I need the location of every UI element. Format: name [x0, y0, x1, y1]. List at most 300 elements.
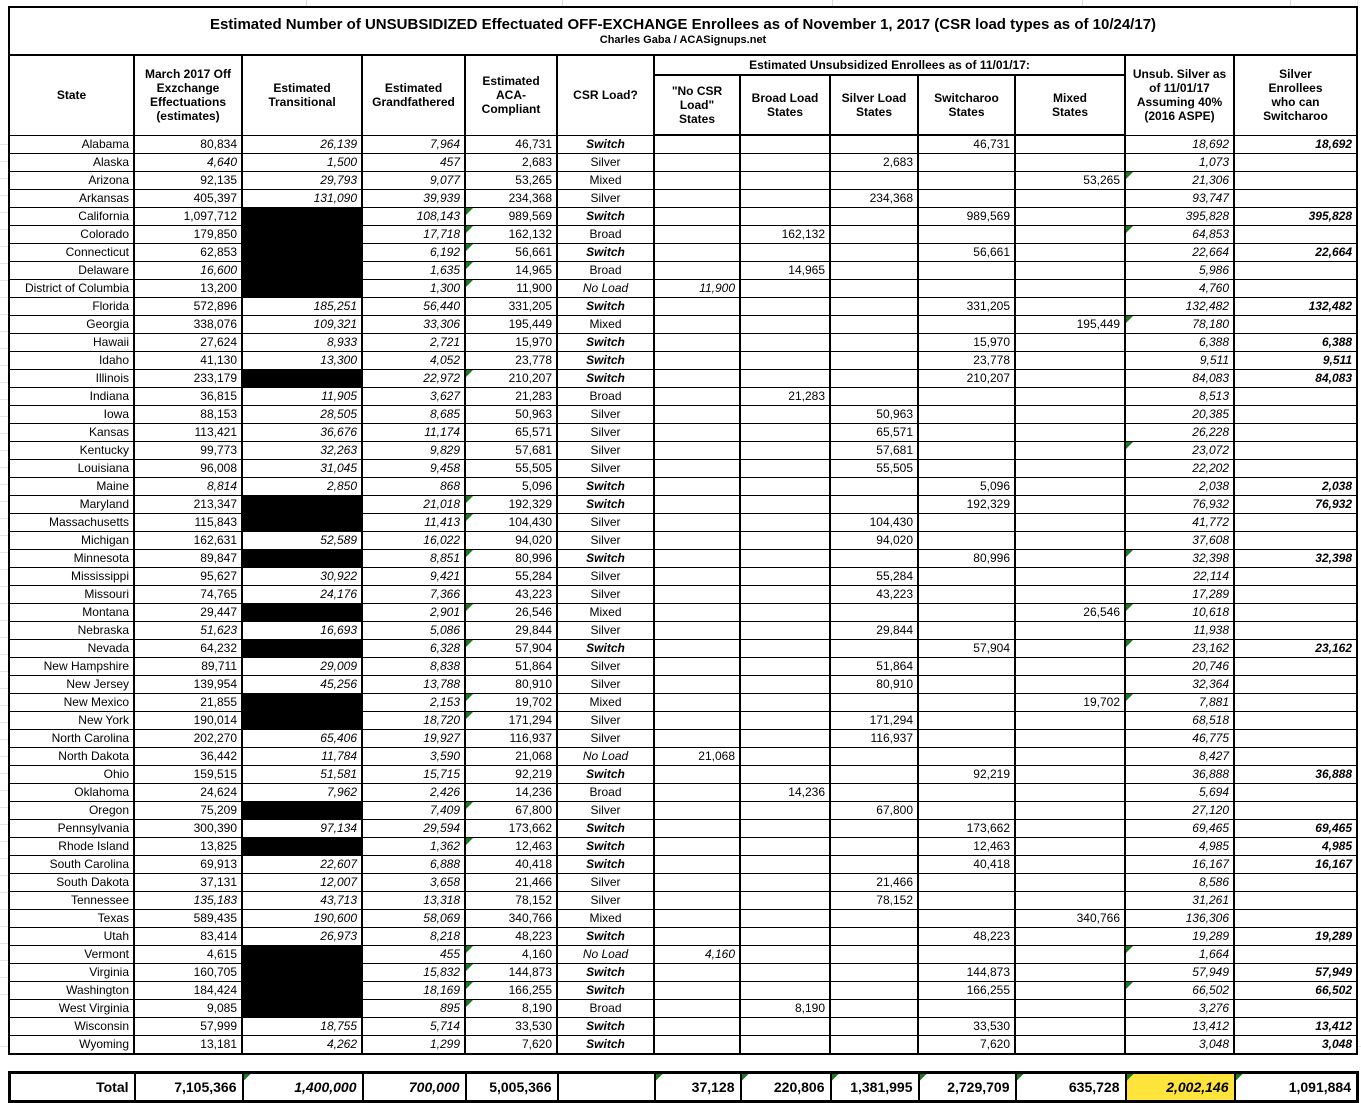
cell-broad-load[interactable]: [740, 514, 830, 532]
cell-silver-load[interactable]: [830, 208, 918, 226]
total-march[interactable]: 7,105,366: [135, 1073, 243, 1102]
cell-silver-switcharoo[interactable]: 32,398: [1234, 550, 1357, 568]
cell-silver-load[interactable]: [830, 280, 918, 298]
cell-csr-load[interactable]: Mixed: [557, 316, 654, 334]
cell-silver-switcharoo[interactable]: [1234, 226, 1357, 244]
cell-silver-load[interactable]: [830, 928, 918, 946]
cell-transitional[interactable]: 97,134: [242, 820, 362, 838]
cell-grandfathered[interactable]: 18,169: [362, 982, 465, 1000]
cell-no-csr-load[interactable]: [654, 550, 740, 568]
cell-broad-load[interactable]: [740, 982, 830, 1000]
cell-broad-load[interactable]: [740, 802, 830, 820]
cell-silver-switcharoo[interactable]: 57,949: [1234, 964, 1357, 982]
cell-march[interactable]: 92,135: [134, 172, 242, 190]
cell-silver-load[interactable]: [830, 496, 918, 514]
cell-state[interactable]: Ohio: [9, 766, 134, 784]
cell-switcharoo[interactable]: [918, 892, 1015, 910]
cell-aca-compliant[interactable]: 67,800: [465, 802, 557, 820]
cell-silver-load[interactable]: [830, 1000, 918, 1018]
cell-no-csr-load[interactable]: [654, 874, 740, 892]
cell-transitional[interactable]: 24,176: [242, 586, 362, 604]
cell-grandfathered[interactable]: 18,720: [362, 712, 465, 730]
cell-aca-compliant[interactable]: 19,702: [465, 694, 557, 712]
cell-silver-load[interactable]: 104,430: [830, 514, 918, 532]
cell-switcharoo[interactable]: [918, 586, 1015, 604]
cell-state[interactable]: Rhode Island: [9, 838, 134, 856]
cell-aca-compliant[interactable]: 29,844: [465, 622, 557, 640]
cell-march[interactable]: 27,624: [134, 334, 242, 352]
cell-mixed[interactable]: [1015, 460, 1125, 478]
cell-transitional[interactable]: 8,933: [242, 334, 362, 352]
cell-silver-load[interactable]: [830, 172, 918, 190]
header-aca-compliant[interactable]: Estimated ACA-Compliant: [465, 55, 557, 135]
cell-transitional[interactable]: 131,090: [242, 190, 362, 208]
cell-broad-load[interactable]: 8,190: [740, 1000, 830, 1018]
cell-broad-load[interactable]: [740, 622, 830, 640]
cell-broad-load[interactable]: [740, 694, 830, 712]
cell-no-csr-load[interactable]: [654, 1018, 740, 1036]
cell-switcharoo[interactable]: 144,873: [918, 964, 1015, 982]
cell-march[interactable]: 135,183: [134, 892, 242, 910]
cell-no-csr-load[interactable]: [654, 406, 740, 424]
cell-march[interactable]: 69,913: [134, 856, 242, 874]
cell-broad-load[interactable]: [740, 298, 830, 316]
cell-no-csr-load[interactable]: 4,160: [654, 946, 740, 964]
cell-silver-switcharoo[interactable]: [1234, 190, 1357, 208]
cell-switcharoo[interactable]: [918, 784, 1015, 802]
cell-no-csr-load[interactable]: [654, 694, 740, 712]
cell-silver-load[interactable]: [830, 388, 918, 406]
cell-csr-load[interactable]: Silver: [557, 514, 654, 532]
cell-aca-compliant[interactable]: 56,661: [465, 244, 557, 262]
cell-aca-compliant[interactable]: 144,873: [465, 964, 557, 982]
cell-state[interactable]: Texas: [9, 910, 134, 928]
cell-state[interactable]: Virginia: [9, 964, 134, 982]
cell-state[interactable]: Arizona: [9, 172, 134, 190]
cell-state[interactable]: Tennessee: [9, 892, 134, 910]
cell-state[interactable]: New Hampshire: [9, 658, 134, 676]
cell-state[interactable]: Mississippi: [9, 568, 134, 586]
cell-mixed[interactable]: [1015, 658, 1125, 676]
cell-silver-switcharoo[interactable]: [1234, 730, 1357, 748]
cell-switcharoo[interactable]: [918, 748, 1015, 766]
cell-switcharoo[interactable]: 15,970: [918, 334, 1015, 352]
cell-silver-load[interactable]: 78,152: [830, 892, 918, 910]
cell-transitional[interactable]: 11,905: [242, 388, 362, 406]
cell-switcharoo[interactable]: 192,329: [918, 496, 1015, 514]
cell-state[interactable]: Colorado: [9, 226, 134, 244]
cell-aca-compliant[interactable]: 210,207: [465, 370, 557, 388]
cell-aca-compliant[interactable]: 21,283: [465, 388, 557, 406]
cell-grandfathered[interactable]: 4,052: [362, 352, 465, 370]
cell-csr-load[interactable]: Silver: [557, 802, 654, 820]
cell-no-csr-load[interactable]: [654, 496, 740, 514]
cell-switcharoo[interactable]: 989,569: [918, 208, 1015, 226]
cell-march[interactable]: 96,008: [134, 460, 242, 478]
cell-unsub-silver[interactable]: 10,618: [1125, 604, 1234, 622]
cell-unsub-silver[interactable]: 23,162: [1125, 640, 1234, 658]
cell-grandfathered[interactable]: 13,318: [362, 892, 465, 910]
cell-grandfathered[interactable]: 13,788: [362, 676, 465, 694]
cell-state[interactable]: Indiana: [9, 388, 134, 406]
cell-state[interactable]: Minnesota: [9, 550, 134, 568]
cell-march[interactable]: 233,179: [134, 370, 242, 388]
cell-transitional[interactable]: 31,045: [242, 460, 362, 478]
cell-aca-compliant[interactable]: 8,190: [465, 1000, 557, 1018]
cell-silver-switcharoo[interactable]: 66,502: [1234, 982, 1357, 1000]
cell-march[interactable]: 190,014: [134, 712, 242, 730]
cell-no-csr-load[interactable]: [654, 226, 740, 244]
cell-grandfathered[interactable]: 11,413: [362, 514, 465, 532]
cell-csr-load[interactable]: Switch: [557, 982, 654, 1000]
cell-state[interactable]: Montana: [9, 604, 134, 622]
cell-switcharoo[interactable]: 57,904: [918, 640, 1015, 658]
cell-broad-load[interactable]: [740, 496, 830, 514]
cell-no-csr-load[interactable]: [654, 586, 740, 604]
cell-silver-load[interactable]: 55,505: [830, 460, 918, 478]
cell-aca-compliant[interactable]: 57,681: [465, 442, 557, 460]
cell-no-csr-load[interactable]: [654, 262, 740, 280]
cell-mixed[interactable]: 19,702: [1015, 694, 1125, 712]
cell-csr-load[interactable]: Silver: [557, 406, 654, 424]
cell-state[interactable]: Delaware: [9, 262, 134, 280]
cell-state[interactable]: Massachusetts: [9, 514, 134, 532]
cell-silver-switcharoo[interactable]: [1234, 802, 1357, 820]
cell-broad-load[interactable]: [740, 172, 830, 190]
cell-unsub-silver[interactable]: 57,949: [1125, 964, 1234, 982]
cell-grandfathered[interactable]: 9,458: [362, 460, 465, 478]
cell-aca-compliant[interactable]: 104,430: [465, 514, 557, 532]
cell-unsub-silver[interactable]: 32,398: [1125, 550, 1234, 568]
cell-silver-load[interactable]: [830, 352, 918, 370]
cell-grandfathered[interactable]: 9,077: [362, 172, 465, 190]
cell-mixed[interactable]: [1015, 496, 1125, 514]
cell-no-csr-load[interactable]: [654, 172, 740, 190]
cell-march[interactable]: 37,131: [134, 874, 242, 892]
cell-mixed[interactable]: 53,265: [1015, 172, 1125, 190]
cell-silver-switcharoo[interactable]: 76,932: [1234, 496, 1357, 514]
cell-no-csr-load[interactable]: [654, 928, 740, 946]
cell-grandfathered[interactable]: 33,306: [362, 316, 465, 334]
total-label[interactable]: Total: [10, 1073, 135, 1102]
cell-march[interactable]: 160,705: [134, 964, 242, 982]
header-march[interactable]: March 2017 Off Exzchange Effectuations (estimates): [134, 55, 242, 135]
cell-csr-load[interactable]: Silver: [557, 460, 654, 478]
cell-silver-switcharoo[interactable]: [1234, 712, 1357, 730]
cell-mixed[interactable]: [1015, 586, 1125, 604]
cell-broad-load[interactable]: 14,236: [740, 784, 830, 802]
cell-mixed[interactable]: [1015, 928, 1125, 946]
cell-transitional[interactable]: 109,321: [242, 316, 362, 334]
cell-silver-switcharoo[interactable]: [1234, 586, 1357, 604]
cell-silver-switcharoo[interactable]: [1234, 910, 1357, 928]
cell-unsub-silver[interactable]: 11,938: [1125, 622, 1234, 640]
cell-switcharoo[interactable]: [918, 262, 1015, 280]
cell-silver-switcharoo[interactable]: 132,482: [1234, 298, 1357, 316]
cell-unsub-silver[interactable]: 9,511: [1125, 352, 1234, 370]
cell-unsub-silver[interactable]: 22,114: [1125, 568, 1234, 586]
cell-state[interactable]: Maryland: [9, 496, 134, 514]
cell-unsub-silver[interactable]: 68,518: [1125, 712, 1234, 730]
cell-aca-compliant[interactable]: 162,132: [465, 226, 557, 244]
cell-mixed[interactable]: [1015, 478, 1125, 496]
cell-state[interactable]: Illinois: [9, 370, 134, 388]
cell-silver-switcharoo[interactable]: [1234, 514, 1357, 532]
cell-no-csr-load[interactable]: [654, 568, 740, 586]
cell-unsub-silver[interactable]: 22,202: [1125, 460, 1234, 478]
cell-no-csr-load[interactable]: [654, 1036, 740, 1055]
cell-state[interactable]: Kentucky: [9, 442, 134, 460]
cell-csr-load[interactable]: Silver: [557, 874, 654, 892]
cell-unsub-silver[interactable]: 395,828: [1125, 208, 1234, 226]
cell-grandfathered[interactable]: 15,832: [362, 964, 465, 982]
cell-state[interactable]: New York: [9, 712, 134, 730]
cell-grandfathered[interactable]: 457: [362, 154, 465, 172]
cell-aca-compliant[interactable]: 14,236: [465, 784, 557, 802]
cell-no-csr-load[interactable]: 21,068: [654, 748, 740, 766]
cell-unsub-silver[interactable]: 2,038: [1125, 478, 1234, 496]
cell-no-csr-load[interactable]: [654, 676, 740, 694]
cell-grandfathered[interactable]: 17,718: [362, 226, 465, 244]
cell-broad-load[interactable]: [740, 604, 830, 622]
cell-transitional[interactable]: 36,676: [242, 424, 362, 442]
cell-silver-switcharoo[interactable]: [1234, 676, 1357, 694]
cell-grandfathered[interactable]: 29,594: [362, 820, 465, 838]
cell-grandfathered[interactable]: 108,143: [362, 208, 465, 226]
cell-grandfathered[interactable]: 2,153: [362, 694, 465, 712]
cell-silver-switcharoo[interactable]: [1234, 1000, 1357, 1018]
cell-grandfathered[interactable]: 2,901: [362, 604, 465, 622]
cell-no-csr-load[interactable]: [654, 712, 740, 730]
cell-no-csr-load[interactable]: [654, 892, 740, 910]
cell-aca-compliant[interactable]: 2,683: [465, 154, 557, 172]
cell-silver-switcharoo[interactable]: [1234, 604, 1357, 622]
cell-mixed[interactable]: [1015, 190, 1125, 208]
cell-transitional[interactable]: 28,505: [242, 406, 362, 424]
cell-switcharoo[interactable]: [918, 514, 1015, 532]
cell-mixed[interactable]: [1015, 154, 1125, 172]
cell-silver-switcharoo[interactable]: [1234, 568, 1357, 586]
cell-mixed[interactable]: [1015, 334, 1125, 352]
cell-csr-load[interactable]: Silver: [557, 442, 654, 460]
cell-csr-load[interactable]: Switch: [557, 640, 654, 658]
cell-grandfathered[interactable]: 455: [362, 946, 465, 964]
cell-aca-compliant[interactable]: 46,731: [465, 135, 557, 154]
cell-unsub-silver[interactable]: 16,167: [1125, 856, 1234, 874]
cell-unsub-silver[interactable]: 3,048: [1125, 1036, 1234, 1055]
cell-silver-load[interactable]: [830, 838, 918, 856]
cell-transitional[interactable]: 12,007: [242, 874, 362, 892]
cell-state[interactable]: Kansas: [9, 424, 134, 442]
cell-silver-load[interactable]: [830, 334, 918, 352]
cell-transitional[interactable]: 26,973: [242, 928, 362, 946]
cell-march[interactable]: 184,424: [134, 982, 242, 1000]
cell-state[interactable]: Hawaii: [9, 334, 134, 352]
cell-switcharoo[interactable]: [918, 802, 1015, 820]
cell-silver-load[interactable]: [830, 856, 918, 874]
cell-csr-load[interactable]: Broad: [557, 388, 654, 406]
cell-state[interactable]: Florida: [9, 298, 134, 316]
cell-broad-load[interactable]: [740, 568, 830, 586]
cell-unsub-silver[interactable]: 64,853: [1125, 226, 1234, 244]
cell-silver-load[interactable]: [830, 226, 918, 244]
cell-no-csr-load[interactable]: [654, 190, 740, 208]
cell-transitional[interactable]: 52,589: [242, 532, 362, 550]
cell-transitional[interactable]: 26,139: [242, 135, 362, 154]
header-transitional[interactable]: Estimated Transitional: [242, 55, 362, 135]
cell-broad-load[interactable]: [740, 550, 830, 568]
cell-march[interactable]: 1,097,712: [134, 208, 242, 226]
header-silver-load[interactable]: Silver Load States: [830, 75, 918, 135]
cell-state[interactable]: South Carolina: [9, 856, 134, 874]
cell-aca-compliant[interactable]: 55,505: [465, 460, 557, 478]
header-group-unsubsidized[interactable]: Estimated Unsubsidized Enrollees as of 11/01/17:: [654, 55, 1125, 75]
cell-no-csr-load[interactable]: [654, 622, 740, 640]
cell-mixed[interactable]: [1015, 244, 1125, 262]
cell-transitional[interactable]: 65,406: [242, 730, 362, 748]
cell-mixed[interactable]: [1015, 640, 1125, 658]
cell-grandfathered[interactable]: 895: [362, 1000, 465, 1018]
cell-switcharoo[interactable]: [918, 676, 1015, 694]
cell-csr-load[interactable]: Switch: [557, 478, 654, 496]
cell-march[interactable]: 88,153: [134, 406, 242, 424]
cell-grandfathered[interactable]: 9,829: [362, 442, 465, 460]
cell-unsub-silver[interactable]: 76,932: [1125, 496, 1234, 514]
cell-aca-compliant[interactable]: 7,620: [465, 1036, 557, 1055]
cell-transitional[interactable]: [242, 1000, 362, 1018]
cell-silver-load[interactable]: [830, 262, 918, 280]
cell-grandfathered[interactable]: 56,440: [362, 298, 465, 316]
cell-state[interactable]: Alabama: [9, 135, 134, 154]
cell-switcharoo[interactable]: 56,661: [918, 244, 1015, 262]
cell-no-csr-load[interactable]: [654, 982, 740, 1000]
header-csr-load[interactable]: CSR Load?: [557, 55, 654, 135]
cell-no-csr-load[interactable]: [654, 820, 740, 838]
cell-march[interactable]: 36,442: [134, 748, 242, 766]
cell-unsub-silver[interactable]: 8,513: [1125, 388, 1234, 406]
total-no-csr-load[interactable]: 37,128: [655, 1073, 741, 1102]
cell-switcharoo[interactable]: [918, 712, 1015, 730]
cell-mixed[interactable]: [1015, 838, 1125, 856]
total-silver-load[interactable]: 1,381,995: [831, 1073, 919, 1102]
cell-switcharoo[interactable]: [918, 442, 1015, 460]
cell-march[interactable]: 57,999: [134, 1018, 242, 1036]
cell-silver-load[interactable]: 94,020: [830, 532, 918, 550]
cell-march[interactable]: 139,954: [134, 676, 242, 694]
cell-transitional[interactable]: [242, 712, 362, 730]
cell-transitional[interactable]: [242, 244, 362, 262]
cell-mixed[interactable]: [1015, 946, 1125, 964]
total-grandfathered[interactable]: 700,000: [363, 1073, 466, 1102]
cell-unsub-silver[interactable]: 46,775: [1125, 730, 1234, 748]
cell-transitional[interactable]: [242, 838, 362, 856]
cell-mixed[interactable]: [1015, 1000, 1125, 1018]
cell-grandfathered[interactable]: 39,939: [362, 190, 465, 208]
cell-broad-load[interactable]: [740, 892, 830, 910]
cell-switcharoo[interactable]: [918, 568, 1015, 586]
cell-transitional[interactable]: [242, 514, 362, 532]
cell-march[interactable]: 13,200: [134, 280, 242, 298]
cell-state[interactable]: Michigan: [9, 532, 134, 550]
cell-unsub-silver[interactable]: 5,694: [1125, 784, 1234, 802]
cell-csr-load[interactable]: Mixed: [557, 910, 654, 928]
cell-unsub-silver[interactable]: 23,072: [1125, 442, 1234, 460]
cell-mixed[interactable]: [1015, 820, 1125, 838]
cell-switcharoo[interactable]: 7,620: [918, 1036, 1015, 1055]
cell-march[interactable]: 80,834: [134, 135, 242, 154]
cell-broad-load[interactable]: [740, 910, 830, 928]
cell-transitional[interactable]: 4,262: [242, 1036, 362, 1055]
cell-csr-load[interactable]: Switch: [557, 334, 654, 352]
cell-unsub-silver[interactable]: 36,888: [1125, 766, 1234, 784]
cell-broad-load[interactable]: [740, 658, 830, 676]
cell-switcharoo[interactable]: 331,205: [918, 298, 1015, 316]
cell-silver-load[interactable]: 50,963: [830, 406, 918, 424]
cell-silver-switcharoo[interactable]: 6,388: [1234, 334, 1357, 352]
cell-march[interactable]: 36,815: [134, 388, 242, 406]
cell-silver-switcharoo[interactable]: [1234, 874, 1357, 892]
cell-silver-load[interactable]: [830, 478, 918, 496]
cell-aca-compliant[interactable]: 65,571: [465, 424, 557, 442]
cell-mixed[interactable]: [1015, 262, 1125, 280]
total-mixed[interactable]: 635,728: [1016, 1073, 1126, 1102]
cell-march[interactable]: 24,624: [134, 784, 242, 802]
cell-csr-load[interactable]: Mixed: [557, 172, 654, 190]
cell-mixed[interactable]: [1015, 748, 1125, 766]
cell-state[interactable]: Iowa: [9, 406, 134, 424]
cell-unsub-silver[interactable]: 31,261: [1125, 892, 1234, 910]
cell-state[interactable]: California: [9, 208, 134, 226]
cell-mixed[interactable]: [1015, 298, 1125, 316]
header-no-csr-load[interactable]: "No CSR Load" States: [654, 75, 740, 135]
cell-silver-load[interactable]: 80,910: [830, 676, 918, 694]
cell-silver-switcharoo[interactable]: 22,664: [1234, 244, 1357, 262]
cell-state[interactable]: Nebraska: [9, 622, 134, 640]
cell-grandfathered[interactable]: 3,627: [362, 388, 465, 406]
cell-state[interactable]: North Dakota: [9, 748, 134, 766]
header-switcharoo[interactable]: Switcharoo States: [918, 75, 1015, 135]
header-broad-load[interactable]: Broad Load States: [740, 75, 830, 135]
cell-switcharoo[interactable]: 210,207: [918, 370, 1015, 388]
cell-mixed[interactable]: [1015, 226, 1125, 244]
cell-grandfathered[interactable]: 6,888: [362, 856, 465, 874]
cell-no-csr-load[interactable]: [654, 658, 740, 676]
cell-transitional[interactable]: [242, 604, 362, 622]
cell-silver-switcharoo[interactable]: [1234, 694, 1357, 712]
cell-grandfathered[interactable]: 19,927: [362, 730, 465, 748]
cell-no-csr-load[interactable]: [654, 856, 740, 874]
cell-aca-compliant[interactable]: 14,965: [465, 262, 557, 280]
cell-no-csr-load[interactable]: [654, 532, 740, 550]
cell-csr-load[interactable]: Silver: [557, 730, 654, 748]
cell-broad-load[interactable]: [740, 874, 830, 892]
cell-state[interactable]: Oregon: [9, 802, 134, 820]
cell-mixed[interactable]: [1015, 856, 1125, 874]
cell-no-csr-load[interactable]: [654, 244, 740, 262]
cell-no-csr-load[interactable]: [654, 135, 740, 154]
cell-silver-load[interactable]: [830, 820, 918, 838]
cell-broad-load[interactable]: [740, 406, 830, 424]
cell-state[interactable]: Oklahoma: [9, 784, 134, 802]
cell-march[interactable]: 300,390: [134, 820, 242, 838]
cell-broad-load[interactable]: [740, 946, 830, 964]
cell-broad-load[interactable]: [740, 352, 830, 370]
cell-march[interactable]: 159,515: [134, 766, 242, 784]
cell-march[interactable]: 213,347: [134, 496, 242, 514]
cell-grandfathered[interactable]: 868: [362, 478, 465, 496]
cell-broad-load[interactable]: [740, 712, 830, 730]
cell-csr-load[interactable]: Silver: [557, 568, 654, 586]
